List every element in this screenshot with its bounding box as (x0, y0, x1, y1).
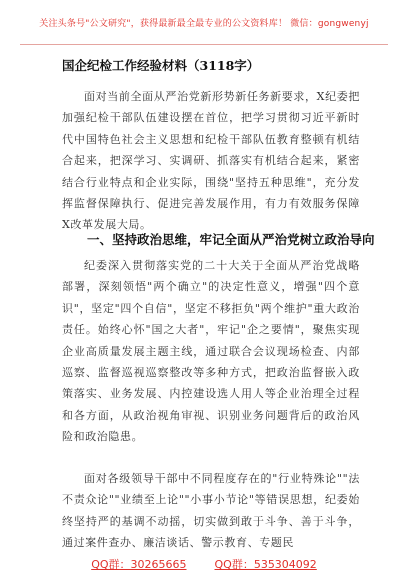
document-title: 国企纪检工作经验材料（3118字） (62, 58, 260, 73)
qq-group-2: QQ群：535304092 (214, 558, 317, 571)
header-divider (20, 44, 388, 45)
section-paragraph-2: 面对各级领导干部中不同程度存在的"行业特殊论""法不责众论""业绩至上论""小事小节论"等错误思想，纪委始终坚持严的基调不动摇，切实做到敢于斗争、善于斗争，通过案件查办、廉洁谈话、警示教育、专题民 (62, 472, 360, 550)
intro-paragraph: 面对当前全面从严治党新形势新任务新要求，X纪委把加强纪检干部队伍建设摆在首位，把学习贯彻习近平新时代中国特色社会主义思想和纪检干部队伍教育整顿有机结合起来，把深学习、实调研、抓落实有机结合起来，紧密结合行业特点和企业实际，围绕"坚持五种思维"，充分发挥监督保障执行、促进完善发展作用，有力有效服务保障X改革发展大局。 (62, 90, 360, 232)
header-banner-text: 关注头条号"公文研究"，获得最新最全最专业的公文资料库！ 微信：gongwenyj (39, 18, 369, 29)
footer-contacts (0, 556, 408, 572)
section-paragraph-1: 纪委深入贯彻落实党的二十大关于全面从严治党战略部署，深刻领悟"两个确立"的决定性意义，增强"四个意识"，坚定"四个自信"，坚定不移拒负"两个维护"重大政治责任。始终心怀"国之大者"，牢记"企之要情"，聚焦实现企业高质量发展主题主线，通过联合会议现场检查、内部巡察、监督巡视巡察整改等多种方式，把政治监督嵌入政策落实、业务发展、内控建设选人用人等企业治理全过程和各方面，从政治视角审视、识别业务问题背后的政治风险和政治隐患。 (62, 259, 360, 444)
section-heading: 一、坚持政治思维，牢记全面从严治党树立政治导向 (87, 232, 375, 247)
qq-group-1: QQ群：30265665 (91, 558, 187, 571)
header-banner (0, 0, 408, 44)
